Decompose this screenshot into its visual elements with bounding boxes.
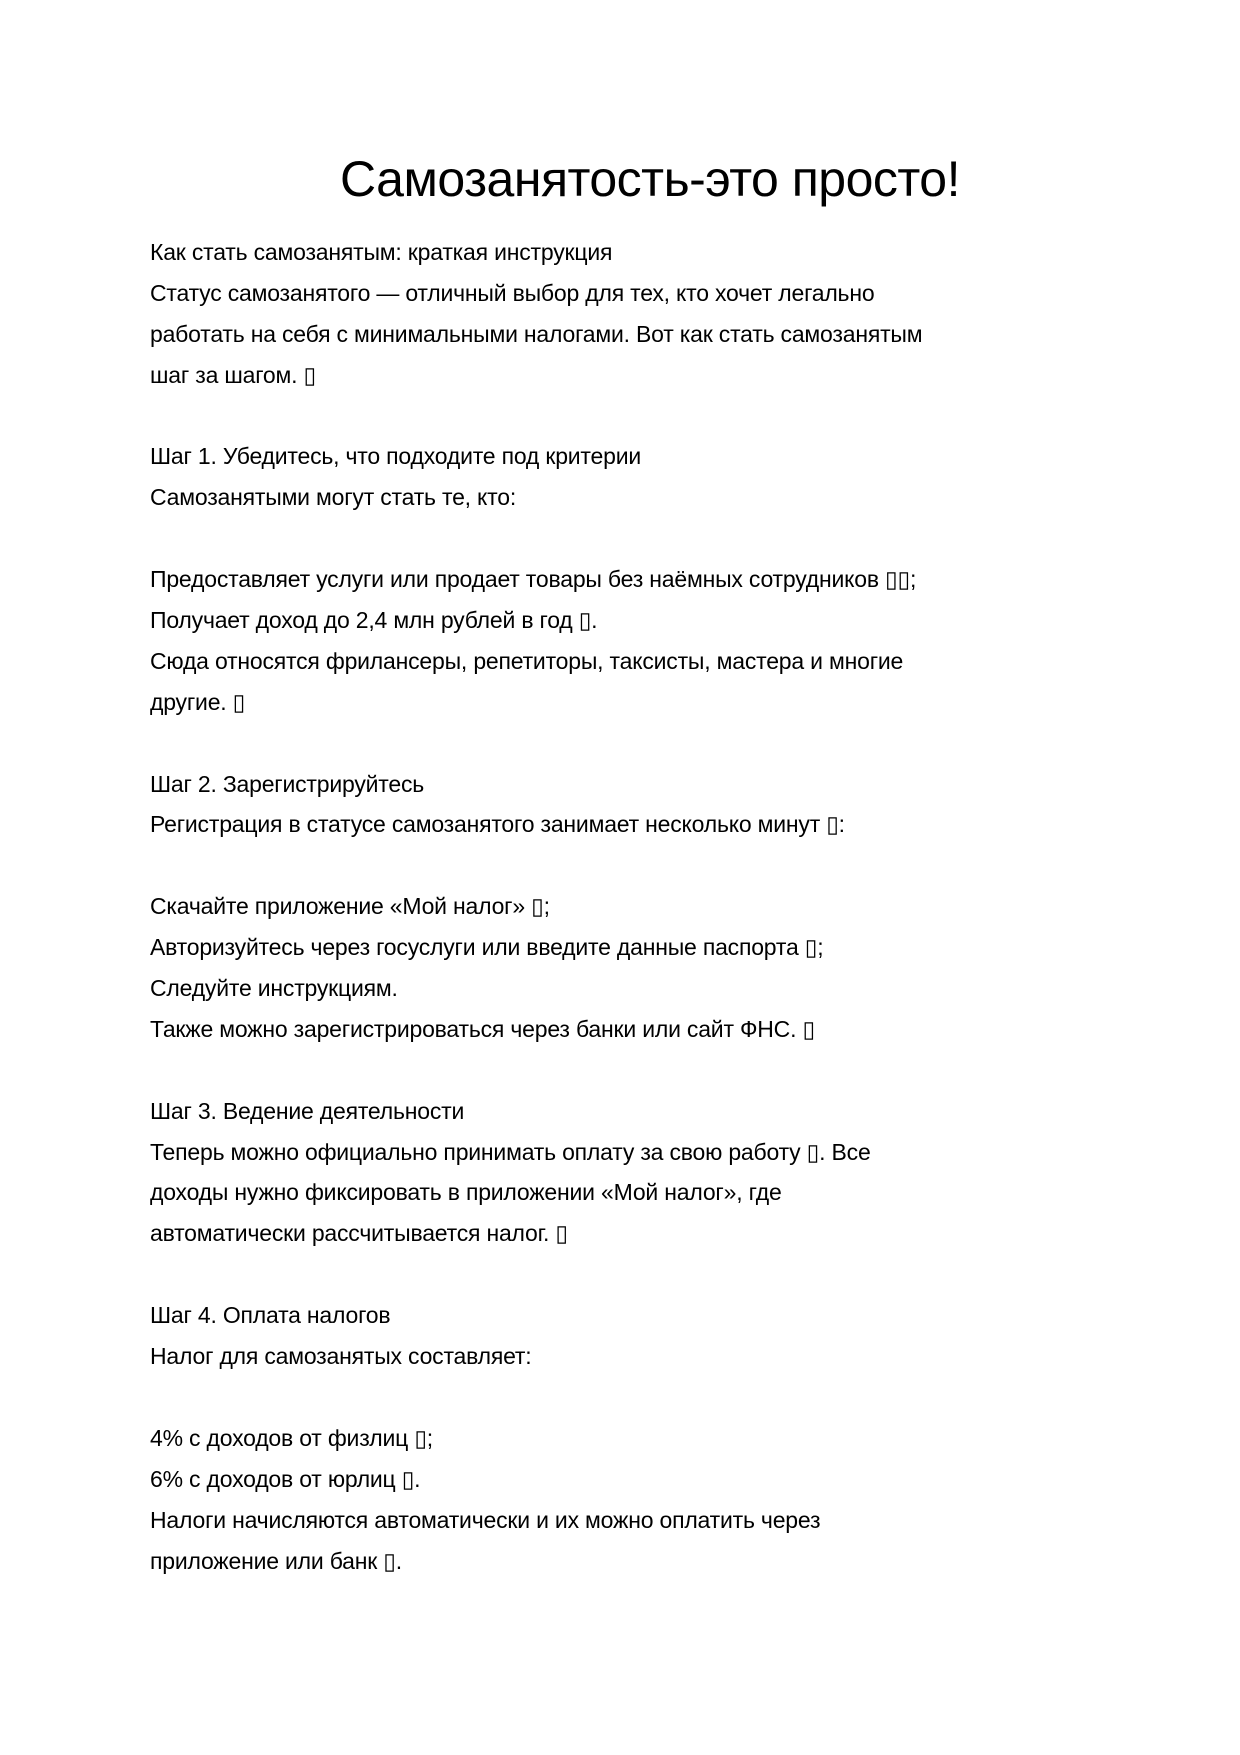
paragraph-line: Налоги начисляются автоматически и их можно оплатить через [150,1506,821,1533]
paragraph-line: Скачайте приложение «Мой налог» ▯; [150,893,550,920]
paragraph-line: Шаг 4. Оплата налогов [150,1302,391,1329]
paragraph-line: работать на себя с минимальными налогами. Вот как стать самозанятым [150,320,923,347]
blank-line [150,518,1110,559]
blank-line [150,1377,1110,1418]
paragraph-line: 6% с доходов от юрлиц ▯. [150,1465,421,1492]
blank-line [150,1254,1110,1295]
paragraph-line: шаг за шагом. ▯ [150,361,316,388]
paragraph-line: доходы нужно фиксировать в приложении «Мой налог», где [150,1179,782,1206]
paragraph-line: Сюда относятся фрилансеры, репетиторы, таксисты, мастера и многие [150,647,904,674]
document-title: Самозанятость-это просто! [340,151,960,207]
paragraph-line: Шаг 1. Убедитесь, что подходите под критерии [150,443,641,470]
paragraph-line: Следуйте инструкциям. [150,975,398,1002]
paragraph-line: другие. ▯ [150,688,246,715]
blank-line [150,396,1110,437]
paragraph-line: Авторизуйтесь через госуслуги или введите данные паспорта ▯; [150,934,824,961]
paragraph-line: 4% с доходов от физлиц ▯; [150,1424,433,1451]
paragraph-line: Статус самозанятого — отличный выбор для тех, кто хочет легально [150,279,875,306]
blank-line [150,845,1110,886]
paragraph-line: Шаг 3. Ведение деятельности [150,1097,465,1124]
paragraph-line: Теперь можно официально принимать оплату за свою работу ▯. Все [150,1138,871,1165]
paragraph-line: Самозанятыми могут стать те, кто: [150,484,517,511]
paragraph-line: Предоставляет услуги или продает товары без наёмных сотрудников ▯▯; [150,566,917,593]
paragraph-line: Налог для самозанятых составляет: [150,1343,532,1370]
paragraph-line: Регистрация в статусе самозанятого занимает несколько минут ▯: [150,811,845,838]
paragraph-line: Шаг 2. Зарегистрируйтесь [150,770,425,797]
document-body [150,232,1110,1581]
blank-line [150,723,1110,764]
paragraph-line: Как стать самозанятым: краткая инструкция [150,239,613,265]
paragraph-line: Также можно зарегистрироваться через банки или сайт ФНС. ▯ [150,1015,815,1042]
paragraph-line: Получает доход до 2,4 млн рублей в год ▯. [150,607,598,634]
blank-line [150,1050,1110,1091]
paragraph-line: автоматически рассчитывается налог. ▯ [150,1220,568,1247]
paragraph-line: приложение или банк ▯. [150,1547,402,1574]
